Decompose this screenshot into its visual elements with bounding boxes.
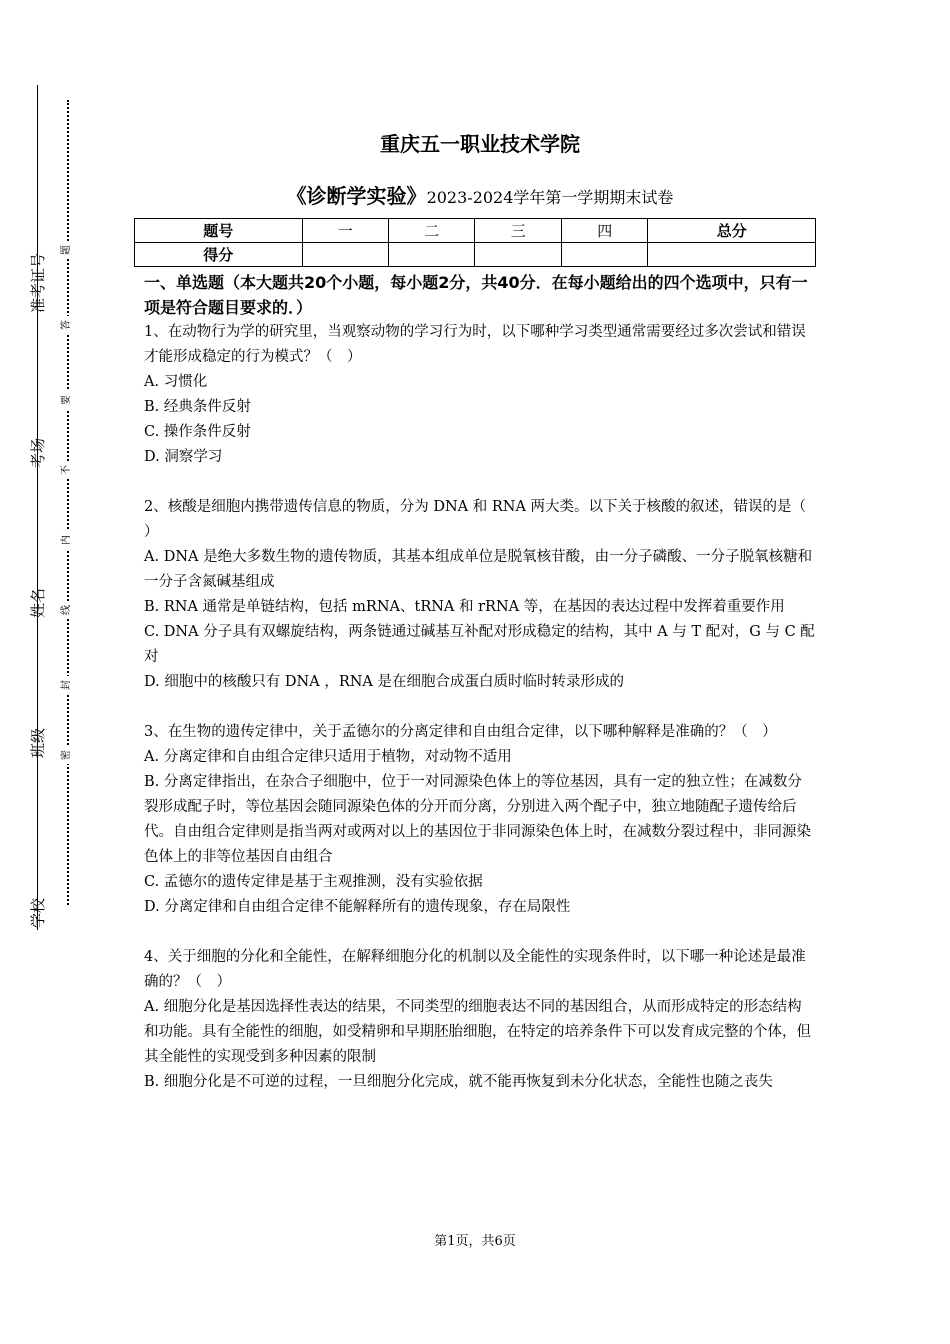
question-option: B. RNA 通常是单链结构，包括 mRNA、tRNA 和 rRNA 等，在基因的表达过程中发挥着重要作用	[144, 599, 785, 615]
question-option: A. DNA 是绝大多数生物的遗传物质，其基本组成单位是脱氧核苷酸，由一分子磷酸、一分子脱氧核糖和一分子含氮碱基组成	[144, 549, 813, 590]
score-cell	[475, 243, 561, 267]
question-option: C. 孟德尔的遗传定律是基于主观推测，没有实验依据	[144, 874, 483, 890]
question-stem: 2、核酸是细胞内携带遗传信息的物质，分为 DNA 和 RNA 两大类。以下关于核酸的叙述，错误的是（ ）	[144, 499, 807, 540]
score-cell	[302, 243, 388, 267]
question-4	[144, 945, 816, 1095]
seal-char-ti: 题	[60, 241, 74, 259]
binding-solid-line	[37, 85, 38, 930]
question-option: C. 操作条件反射	[144, 424, 251, 440]
question-option: D. 洞察学习	[144, 449, 223, 465]
label-school: 学校	[29, 898, 47, 929]
question-option: C. DNA 分子具有双螺旋结构，两条链通过碱基互补配对形成稳定的结构，其中 A 与 T 配对，G 与 C 配对	[144, 624, 815, 665]
question-option: B. 细胞分化是不可逆的过程，一旦细胞分化完成，就不能再恢复到未分化状态，全能性也随之丧失	[144, 1074, 773, 1090]
page-footer: 第1页，共6页	[434, 1234, 516, 1249]
binding-margin	[0, 0, 110, 1344]
question-option: A. 分离定律和自由组合定律只适用于植物，对动物不适用	[144, 749, 512, 765]
question-option: D. 细胞中的核酸只有 DNA ，RNA 是在细胞合成蛋白质时临时转录形成的	[144, 674, 625, 690]
question-2	[144, 495, 816, 695]
section-heading: 一、单选题（本大题共20个小题，每小题2分，共40分．在每小题给出的四个选项中，只有一项是符合题目要求的．）	[144, 273, 808, 317]
score-header-cell: 题号	[135, 219, 303, 243]
score-header-cell: 二	[388, 219, 474, 243]
label-exam-number: 准考证号	[29, 252, 47, 313]
seal-char-xian: 线	[60, 601, 74, 619]
question-option: B. 经典条件反射	[144, 399, 251, 415]
label-exam-room: 考场	[29, 438, 47, 469]
score-header-cell: 总分	[648, 219, 816, 243]
score-table	[134, 218, 816, 267]
school-title: 重庆五一职业技术学院	[380, 132, 580, 156]
label-name: 姓名	[29, 588, 47, 619]
question-option: A. 习惯化	[144, 374, 208, 390]
seal-char-da: 答	[60, 316, 74, 334]
question-stem: 4、关于细胞的分化和全能性，在解释细胞分化的机制以及全能性的实现条件时，以下哪一种论述是最准确的？（ ）	[144, 949, 806, 990]
score-table-score-row	[135, 243, 816, 267]
label-class: 班级	[29, 728, 47, 759]
question-1	[144, 320, 816, 470]
score-cell	[388, 243, 474, 267]
course-name: 《诊断学实验》	[286, 184, 427, 208]
score-header-cell: 一	[302, 219, 388, 243]
question-option: A. 细胞分化是基因选择性表达的结果，不同类型的细胞表达不同的基因组合，从而形成特定的形态结构和功能。具有全能性的细胞，如受精卵和早期胚胎细胞，在特定的培养条件下可以发育成完整的个体，但其全能性的实现受到多种因素的限制	[144, 999, 811, 1065]
score-table-header-row	[135, 219, 816, 243]
question-option: D. 分离定律和自由组合定律不能解释所有的遗传现象，存在局限性	[144, 899, 571, 915]
score-cell	[561, 243, 647, 267]
question-stem: 3、在生物的遗传定律中，关于孟德尔的分离定律和自由组合定律，以下哪种解释是准确的？（ ）	[144, 724, 777, 740]
binding-dotted-line	[67, 100, 69, 905]
question-3	[144, 720, 816, 920]
score-header-cell: 四	[561, 219, 647, 243]
seal-char-bu: 不	[60, 461, 74, 479]
seal-char-nei: 内	[60, 531, 74, 549]
question-option: B. 分离定律指出，在杂合子细胞中，位于一对同源染色体上的等位基因，具有一定的独立性；在减数分裂形成配子时，等位基因会随同源染色体的分开而分离，分别进入两个配子中，独立地随配子遗传给后代。自由组合定律则是指当两对或两对以上的基因位于非同源染色体上时，在减数分裂过程中，非同源染色体上的非等位基因自由组合	[144, 774, 811, 865]
question-stem: 1、在动物行为学的研究里，当观察动物的学习行为时，以下哪种学习类型通常需要经过多次尝试和错误才能形成稳定的行为模式？（ ）	[144, 324, 806, 365]
score-cell	[648, 243, 816, 267]
seal-char-feng: 封	[60, 676, 74, 694]
seal-char-mi: 密	[60, 746, 74, 764]
score-header-cell: 三	[475, 219, 561, 243]
question-list	[144, 320, 816, 1120]
term-text: 2023-2024学年第一学期期末试卷	[426, 188, 674, 207]
exam-subtitle	[144, 180, 816, 209]
score-row-label: 得分	[135, 243, 303, 267]
seal-char-yao: 要	[60, 391, 74, 409]
